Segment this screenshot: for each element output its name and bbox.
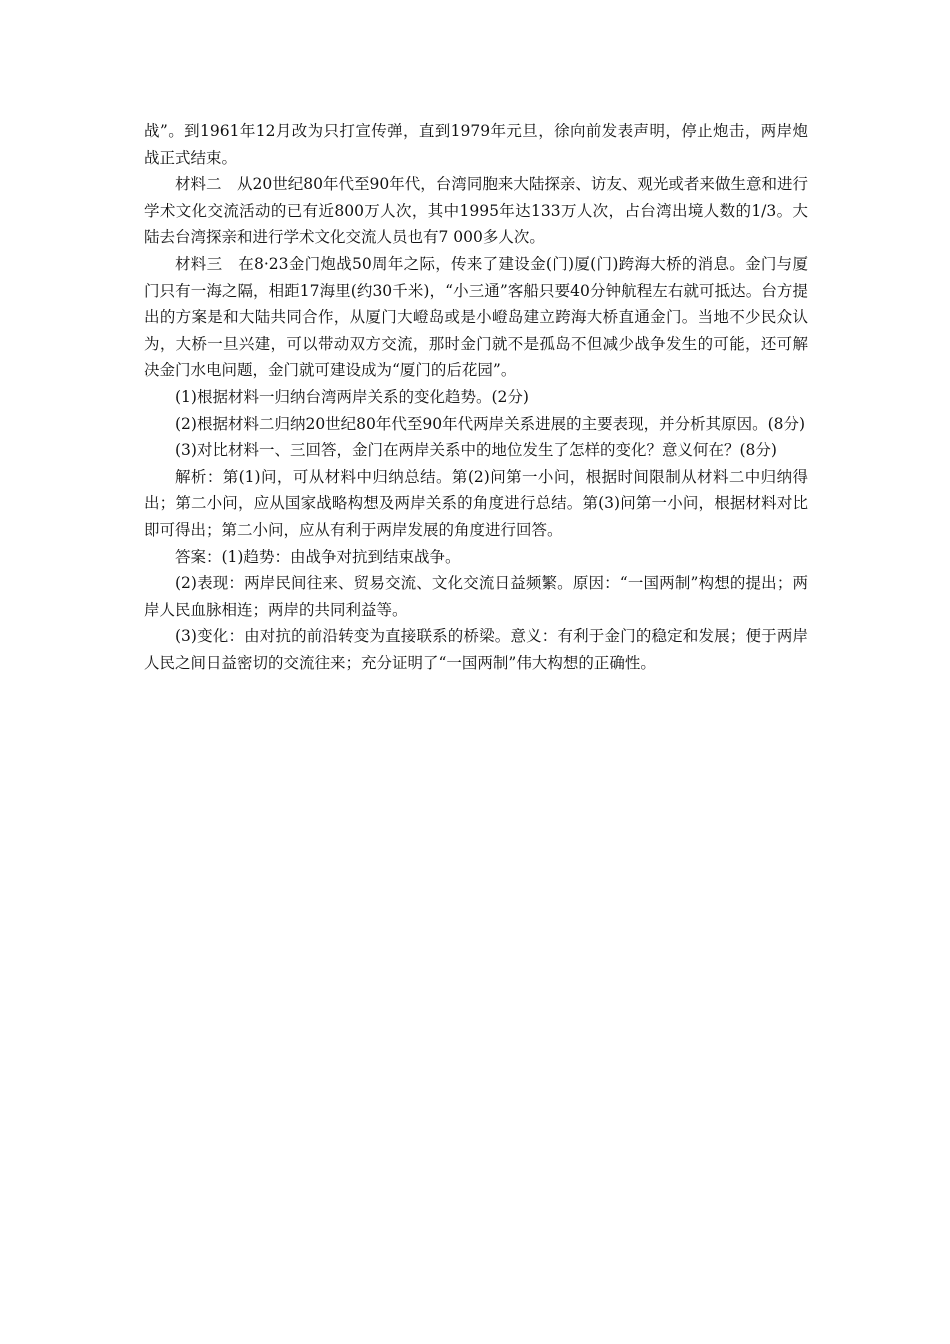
paragraph-material-three: 材料三 在8·23金门炮战50周年之际，传来了建设金(门)厦(门)跨海大桥的消息。金门与厦门只有一海之隔，相距17海里(约30千米)，“小三通”客船只要40分钟航程左右就可抵达。台方提出的方案是和大陆共同合作，从厦门大嶝岛或是小嶝岛建立跨海大桥直通金门。当地不少民众认为，大桥一旦兴建，可以带动双方交流，那时金门就不是孤岛不但减少战争发生的可能，还可解决金门水电问题，金门就可建设成为“厦门的后花园”。	[144, 254, 808, 380]
paragraph-material-two: 材料二 从20世纪80年代至90年代，台湾同胞来大陆探亲、访友、观光或者来做生意和进行学术文化交流活动的已有近800万人次，其中1995年达133万人次，占台湾出境人数的1/3。大陆去台湾探亲和进行学术文化交流人员也有7 000多人次。	[144, 175, 808, 247]
analysis-paragraph: 解析：第(1)问，可从材料中归纳总结。第(2)问第一小问，根据时间限制从材料二中归纳得出；第二小问，应从国家战略构想及两岸关系的角度进行总结。第(3)问第一小问，根据材料对比即可得出；第二小问，应从有利于两岸发展的角度进行回答。	[144, 467, 808, 539]
question-two: (2)根据材料二归纳20世纪80年代至90年代两岸关系进展的主要表现，并分析其原因。(8分)	[175, 414, 806, 433]
answer-one: 答案：(1)趋势：由战争对抗到结束战争。	[175, 547, 461, 566]
answer-two: (2)表现：两岸民间往来、贸易交流、文化交流日益频繁。原因：“一国两制”构想的提出；两岸人民血脉相连；两岸的共同利益等。	[144, 574, 808, 619]
document-body	[144, 118, 808, 676]
answer-three: (3)变化：由对抗的前沿转变为直接联系的桥梁。意义：有利于金门的稳定和发展；便于两岸人民之间日益密切的交流往来；充分证明了“一国两制”伟大构想的正确性。	[144, 627, 808, 672]
question-three: (3)对比材料一、三回答，金门在两岸关系中的地位发生了怎样的变化？意义何在？(8分)	[175, 441, 777, 460]
paragraph-material-one-ending: 战”。到1961年12月改为只打宣传弹，直到1979年元旦，徐向前发表声明，停止炮击，两岸炮战正式结束。	[144, 122, 808, 167]
question-one: (1)根据材料一归纳台湾两岸关系的变化趋势。(2分)	[175, 387, 529, 406]
